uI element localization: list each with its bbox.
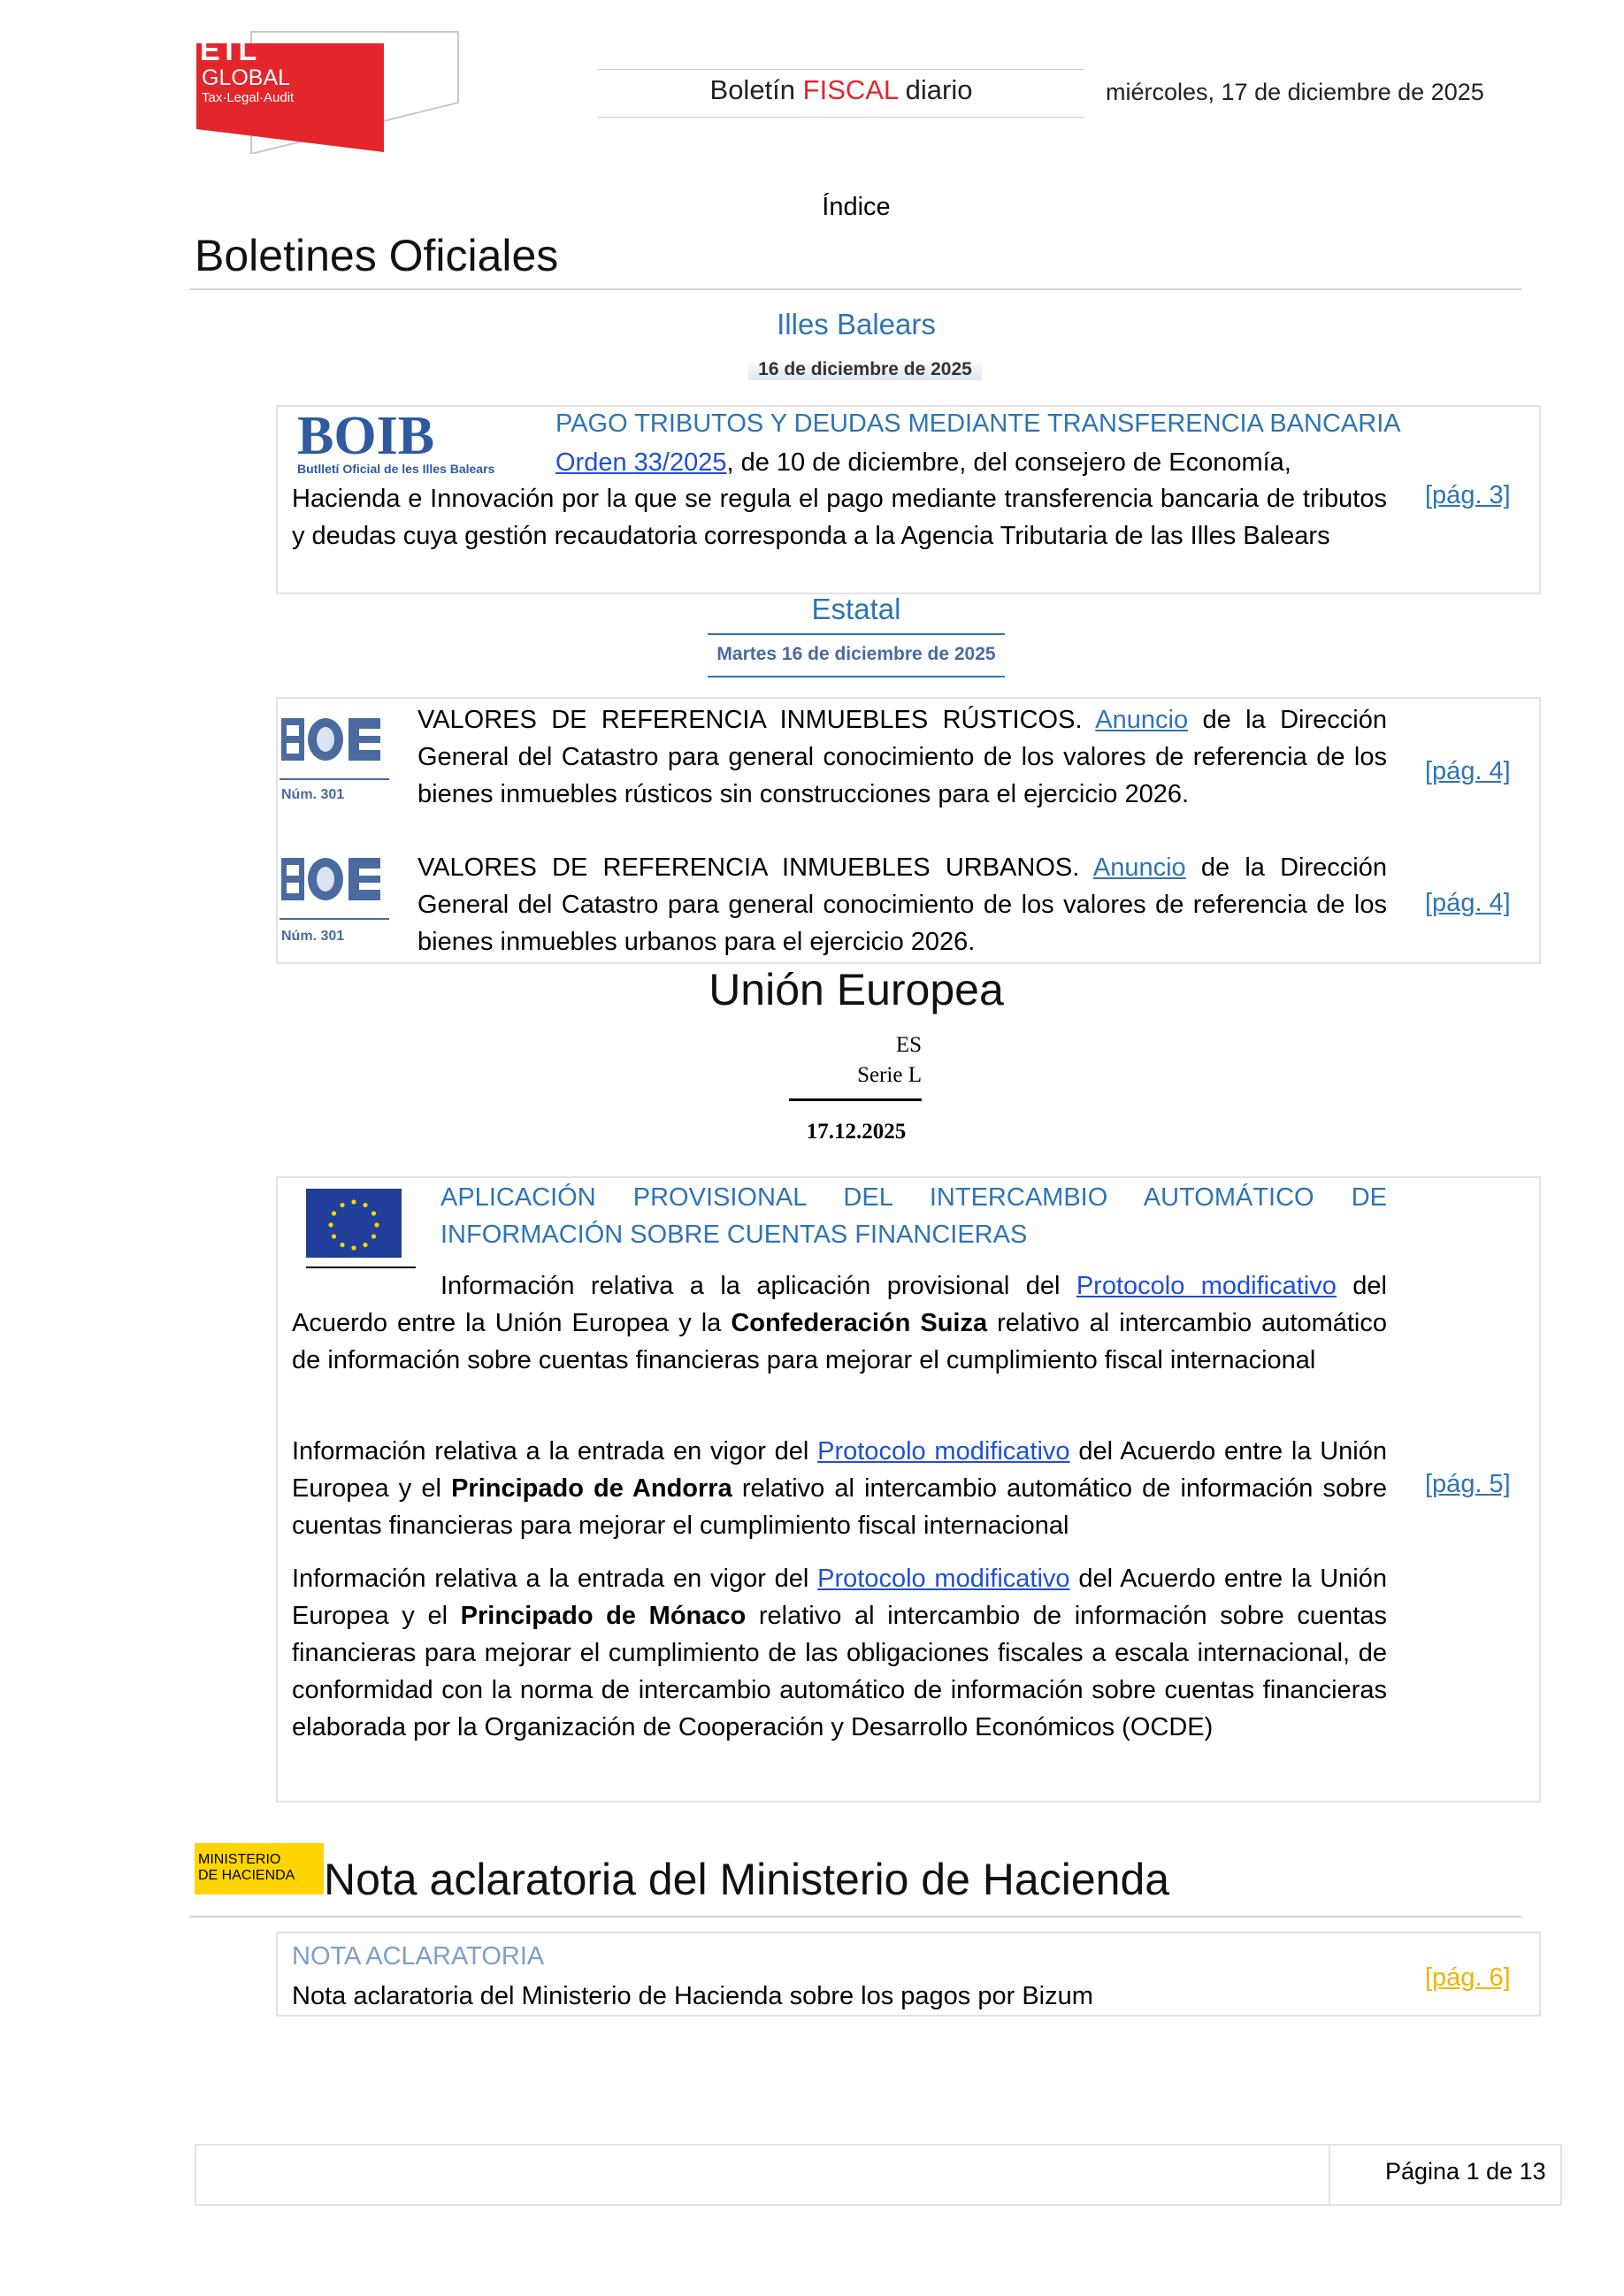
- section-heading-hacienda: Nota aclaratoria del Ministerio de Hacienda: [324, 1855, 1170, 1904]
- eu-flag-icon: [306, 1189, 402, 1258]
- ue-p1-after: relativo al intercambio automático de información sobre cuentas financieras para mejorar el cumplimiento fiscal internacional: [292, 1309, 1387, 1374]
- region-estatal: Estatal: [811, 593, 901, 625]
- boe-item-urbanos: [417, 849, 1387, 886]
- orden-33-2025-link[interactable]: Orden 33/2025: [555, 448, 727, 477]
- ue-p1-mid: del Acuerdo entre la Unión Europea y la: [292, 1272, 1387, 1337]
- ue-p3-before: Información relativa a la entrada en vigor del: [292, 1565, 818, 1593]
- nota-page-link[interactable]: [pág. 6]: [1425, 1963, 1511, 1992]
- section-heading-boletines: Boletines Oficiales: [195, 231, 559, 280]
- baleares-page-link[interactable]: [pág. 3]: [1425, 481, 1511, 509]
- hacienda-logo-line1: MINISTERIO: [198, 1852, 281, 1867]
- boib-logo-subtitle: Butlletí Oficial de les Illes Balears: [297, 462, 495, 476]
- etl-logo-line2: Tax·Legal·Audit: [202, 90, 295, 105]
- baleares-item-text: Hacienda e Innovación por la que se regula el pago mediante transferencia bancaria de tributos y deudas cuya gestión recaudatoria corresponda a la Agencia Tributaria de las Illes Balears: [292, 485, 1387, 550]
- ue-page-link[interactable]: [pág. 5]: [1425, 1470, 1511, 1498]
- hacienda-logo-line2: DE HACIENDA: [198, 1868, 295, 1883]
- page-number: Página 1 de 13: [1385, 2158, 1546, 2185]
- ue-paragraph-andorra: [292, 1433, 1387, 1544]
- boib-logo: [297, 406, 531, 479]
- ue-p1-before: Información relativa a la aplicación provisional del: [440, 1272, 1076, 1300]
- header-date: miércoles, 17 de diciembre de 2025: [1106, 79, 1484, 105]
- ue-p1-country: Confederación Suiza: [731, 1309, 988, 1337]
- boe-item-title: VALORES DE REFERENCIA INMUEBLES RÚSTICOS.: [417, 706, 1083, 734]
- boe-item-text-first: de la Dirección: [1200, 853, 1387, 882]
- etl-logo-brand: ETL: [200, 34, 257, 67]
- protocolo-monaco-link[interactable]: Protocolo modificativo: [817, 1565, 1070, 1593]
- boe-item-text: General del Catastro para general conocimiento de los valores de referencia de los bienes inmuebles rústicos sin construcciones para el ejercicio 2026.: [417, 743, 1387, 808]
- anuncio-urbanos-link[interactable]: Anuncio: [1092, 853, 1186, 882]
- footer-box: [195, 2144, 1562, 2206]
- boe-num: Núm. 301: [281, 787, 345, 802]
- bulletin-title-accent: FISCAL: [802, 74, 899, 105]
- ue-p2-after: relativo al intercambio automático de información sobre cuentas financieras para mejorar el cumplimiento fiscal internacional: [292, 1474, 1387, 1540]
- nota-label: NOTA ACLARATORIA: [292, 1942, 545, 1971]
- ue-p2-before: Información relativa a la entrada en vigor del: [292, 1437, 818, 1466]
- boe-num: Núm. 301: [281, 929, 345, 944]
- protocolo-andorra-link[interactable]: Protocolo modificativo: [817, 1437, 1070, 1466]
- nota-text: Nota aclaratoria del Ministerio de Hacienda sobre los pagos por Bizum: [292, 1982, 1093, 2010]
- boe-item-rusticos: [417, 701, 1387, 739]
- bulletin-title-prefix: Boletín: [709, 74, 803, 105]
- ue-paragraph-suiza: [292, 1267, 1387, 1379]
- ue-p3-mid: del Acuerdo entre la Unión Europea y el: [292, 1565, 1388, 1630]
- boe-logo: [280, 713, 393, 810]
- boe-item-title: VALORES DE REFERENCIA INMUEBLES URBANOS.: [417, 853, 1080, 882]
- boe-item-text: General del Catastro para general conocimiento de los valores de referencia de los bienes inmuebles urbanos para el ejercicio 2026.: [417, 891, 1387, 956]
- doue-lang: ES: [895, 1033, 922, 1057]
- doue-date: 17.12.2025: [806, 1120, 907, 1144]
- ue-item-title: APLICACIÓN PROVISIONAL DEL INTERCAMBIO AUTOMÁTICO DE INFORMACIÓN SOBRE CUENTAS FINANCIERAS: [440, 1183, 1387, 1249]
- anuncio-rusticos-link[interactable]: Anuncio: [1095, 706, 1189, 734]
- etl-logo: [196, 30, 462, 154]
- estatal-date: Martes 16 de diciembre de 2025: [716, 644, 996, 664]
- protocolo-suiza-link[interactable]: Protocolo modificativo: [1076, 1272, 1337, 1300]
- ue-paragraph-monaco: [292, 1560, 1387, 1746]
- ue-p3-after: relativo al intercambio de información sobre cuentas financieras para mejorar el cumplimiento de las obligaciones fiscales a escala internacional, de conformidad con la norma de intercambio automático de información sobre cuentas financieras elaborada por la Organización de Cooperación y Desarrollo Económicos (OCDE): [292, 1602, 1387, 1741]
- boib-logo-name: BOIB: [297, 406, 435, 466]
- bulletin-title-suffix: diario: [898, 74, 973, 105]
- baleares-date: 16 de diciembre de 2025: [748, 359, 982, 380]
- ue-p3-country: Principado de Mónaco: [460, 1602, 747, 1630]
- ue-p2-country: Principado de Andorra: [451, 1474, 732, 1503]
- baleares-text-first: , de 10 de diciembre, del consejero de Economía,: [726, 448, 1291, 477]
- boe-logo-graphic: [280, 713, 393, 766]
- boe-logo: [280, 853, 393, 950]
- rusticos-page-link[interactable]: [pág. 4]: [1425, 757, 1511, 785]
- index-label: Índice: [822, 193, 891, 221]
- boe-item-text-first: de la Dirección: [1202, 706, 1387, 734]
- baleares-item-title: PAGO TRIBUTOS Y DEUDAS MEDIANTE TRANSFERENCIA BANCARIA: [555, 409, 1401, 438]
- hacienda-logo: [195, 1843, 324, 1894]
- doue-serie: Serie L: [857, 1063, 922, 1087]
- etl-logo-line1: GLOBAL: [202, 65, 291, 90]
- region-baleares: Illes Balears: [777, 308, 936, 341]
- bulletin-title: [598, 74, 1084, 106]
- ue-p2-mid: del Acuerdo entre la Unión Europea y el: [292, 1437, 1388, 1503]
- urbanos-page-link[interactable]: [pág. 4]: [1425, 889, 1511, 917]
- section-heading-ue: Unión Europea: [709, 965, 1004, 1014]
- boe-logo-graphic: [280, 853, 393, 906]
